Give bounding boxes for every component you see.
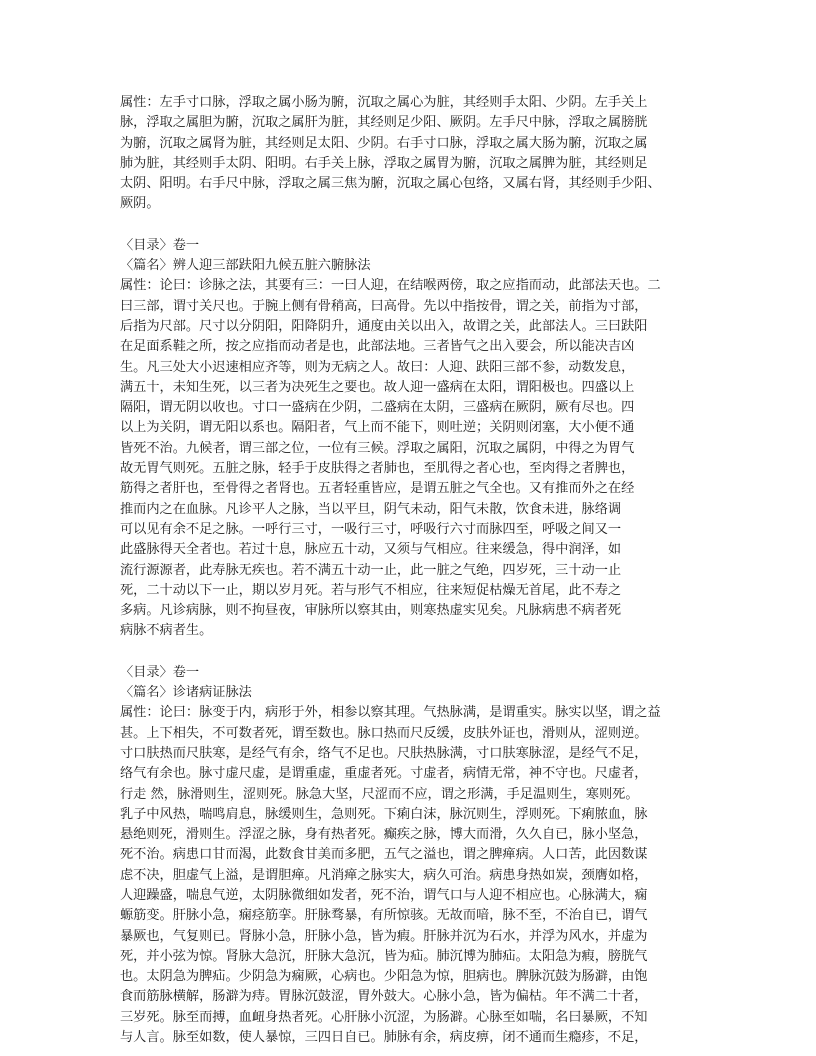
text-line: 属性：左手寸口脉，浮取之属小肠为腑，沉取之属心为脏，其经则手太阳、少阴。左手关上 [120, 95, 648, 110]
text-line: 推而内之在血脉。凡诊平人之脉，当以平旦，阴气未动，阳气未散，饮食未进，脉络调 [120, 501, 622, 517]
text-line: 此盛脉得天全者也。若过十息，脉应五十动，又须与气相应。往来缓急，得中润泽，如 [120, 542, 622, 558]
catalog-heading: 〈目录〉卷一 [120, 664, 200, 680]
chapter-title: 〈篇名〉辨人迎三部趺阳九候五脏六腑脉法 [120, 258, 371, 274]
text-line: 死，二十动以下一止，期以岁月死。若与形气不相应，往来短促枯燥无首尾，此不寿之 [120, 582, 622, 598]
text-line: 与人言。脉至如数，使人暴惊，三四日自已。肺脉有余，病皮痹，闭不通而生瘾疹，不足， [120, 1030, 648, 1046]
text-line: 死不治。病患口甘而渴，此数食甘美而多肥，五气之溢也，谓之脾瘅病。人口苦，此因数谋 [120, 847, 648, 863]
text-line: 食而筋脉横解，肠澼为痔。胃脉沉鼓涩，胃外鼓大。心脉小急，皆为偏枯。年不满二十者， [120, 989, 648, 1005]
text-line: 曰三部，谓寸关尺也。于腕上侧有骨稍高，曰高骨。先以中指按骨，谓之关，前指为寸部， [120, 298, 648, 314]
text-line: 肺为脏，其经则手太阴、阳明。右手关上脉，浮取之属胃为腑，沉取之属脾为脏，其经则足 [120, 155, 648, 171]
text-line: 死，并小弦为惊。肾脉大急沉，肝脉大急沉，皆为疝。肺沉博为肺疝。太阳急为瘕，膀胱气 [120, 948, 648, 964]
text-line: 寸口肤热而尺肤寒，是经气有余，络气不足也。尺肤热脉满，寸口肤寒脉涩，是经气不足， [120, 745, 648, 761]
catalog-heading: 〈目录〉卷一 [120, 237, 200, 253]
text-line: 甚。上下相失，不可数者死，谓至数也。脉口热而尺反缓，皮肤外证也，滑则从，涩则逆。 [120, 725, 648, 741]
paragraph-gap [120, 642, 706, 663]
text-line: 病脉不病者生。 [120, 623, 213, 639]
section-pulse-attributes [120, 93, 706, 215]
text-line: 乳子中风热，喘鸣肩息，脉缓则生，急则死。下痢白沫，脉沉则生，浮则死。下痢脓血，脉 [120, 806, 648, 822]
section-three-positions [120, 236, 706, 642]
text-line: 脉，浮取之属胆为腑，沉取之属肝为脏，其经则足少阳、厥阴。左手尺中脉，浮取之属膀胱 [120, 115, 648, 131]
chapter-title: 〈篇名〉诊诸病证脉法 [120, 685, 252, 701]
text-line: 虑不决，胆虚气上溢，是谓胆瘅。凡消瘅之脉实大，病久可治。病患身热如炭，颈膺如格， [120, 867, 648, 883]
text-line: 生。凡三处大小迟速相应齐等，则为无病之人。故曰：人迎、趺阳三部不参，动数发息， [120, 359, 635, 375]
paragraph-gap [120, 215, 706, 236]
text-line: 行走 然，脉滑则生，涩则死。脉急大坚，尺涩而不应，谓之形满，手足温则生，寒则死。 [120, 786, 639, 802]
text-line: 多病。凡诊病脉，则不拘昼夜，审脉所以察其由，则寒热虚实见矣。凡脉病患不病者死 [120, 603, 622, 619]
text-line: 悬绝则死，滑则生。浮涩之脉，身有热者死。癫疾之脉，博大而滑，久久自已，脉小坚急， [120, 827, 648, 843]
text-line: 三岁死。脉至而搏，血衄身热者死。心肝脉小沉涩，为肠澼。心脉至如喘，名曰暴厥，不知 [120, 1009, 648, 1025]
text-line: 螈筋变。肝脉小急，痫痉筋挛。肝脉骛暴，有所惊骇。无故而喑，脉不至，不治自已，谓气 [120, 908, 648, 924]
text-line: 在足面系鞋之所，按之应指而动者是也，此部法地。三者皆气之出入要会，所以能决吉凶 [120, 339, 635, 355]
text-line: 筋得之者肝也，至骨得之者肾也。五者轻重皆应，是谓五脏之气全也。又有推而外之在经 [120, 481, 635, 497]
text-line: 故无胃气则死。五脏之脉，轻手于皮肤得之者肺也，至肌得之者心也，至肉得之者脾也， [120, 461, 635, 477]
text-line: 暴厥也，气复则已。肾脉小急，肝脉小急，皆为瘕。肝脉并沉为石水，并浮为风水，并虚为 [120, 928, 648, 944]
text-line: 太阴、阳明。右手尺中脉，浮取之属三焦为腑，沉取之属心包络，又属右肾，其经则手少阳、 [120, 176, 661, 192]
text-line: 隔阳，谓无阴以收也。寸口一盛病在少阴，二盛病在太阴，三盛病在厥阴，厥有尽也。四 [120, 400, 635, 416]
text-line: 皆死不治。九候者，谓三部之位，一位有三候。浮取之属阳，沉取之属阴，中得之为胃气 [120, 440, 635, 456]
text-line: 属性：论曰：诊脉之法，其要有三：一曰人迎，在结喉两傍，取之应指而动，此部法天也。二 [120, 278, 661, 294]
text-line: 也。太阴急为脾疝。少阴急为痫厥，心病也。少阳急为惊，胆病也。脾脉沉鼓为肠澼，由饱 [120, 969, 648, 985]
text-line: 属性：论曰：脉变于内，病形于外，相参以察其理。气热脉满，是谓重实。脉实以坚，谓之益 [120, 705, 661, 721]
text-line: 厥阴。 [120, 196, 160, 212]
text-line: 人迎躁盛，喘息气逆，太阴脉微细如发者，死不治，谓气口与人迎不相应也。心脉满大，痫 [120, 887, 648, 903]
text-line: 可以见有余不足之脉。一呼行三寸，一吸行三寸，呼吸行六寸而脉四至，呼吸之间又一 [120, 521, 622, 537]
text-line: 后指为尺部。尺寸以分阴阳，阳降阴升，通度由关以出入，故谓之关，此部法人。三曰趺阳 [120, 318, 648, 334]
text-line: 满五十，未知生死，以三者为决死生之要也。故人迎一盛病在太阳，谓阳极也。四盛以上 [120, 379, 635, 395]
text-line: 络气有余也。脉寸虚尺虚，是谓重虚，重虚者死。寸虚者，病情无常，神不守也。尺虚者， [120, 766, 648, 782]
text-line: 流行源源者，此寿脉无疾也。若不满五十动一止，此一脏之气绝，四岁死，三十动一止 [120, 562, 622, 578]
text-line: 为腑，沉取之属肾为脏，其经则足太阳、少阴。右手寸口脉，浮取之属大肠为腑，沉取之属 [120, 135, 648, 151]
text-line: 以上为关阴，谓无阳以系也。隔阳者，气上而不能下，则吐逆；关阴则闭塞，大小便不通 [120, 420, 635, 436]
section-diagnosis [120, 663, 706, 1049]
